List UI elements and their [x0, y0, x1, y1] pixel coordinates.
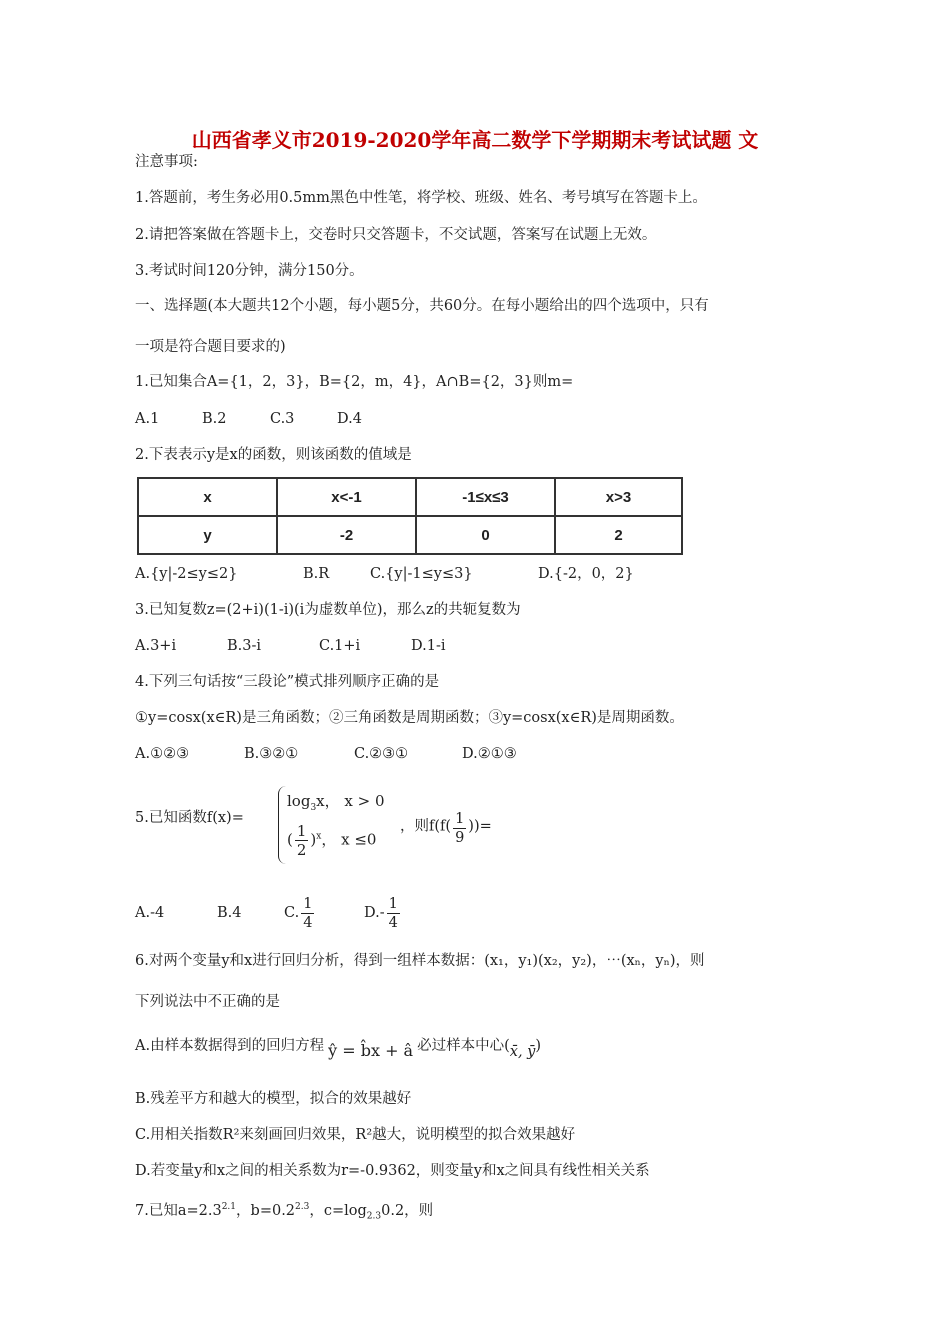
q5-half-fraction: [295, 822, 309, 859]
q7-c-base: 2.3: [366, 1211, 382, 1222]
q6-stem-2: 下列说法中不正确的是: [135, 994, 280, 1010]
q4-stem: 4.下列三句话按“三段论”模式排列顺序正确的是: [135, 674, 440, 690]
table-cell: y: [138, 516, 277, 554]
q2-options: [135, 564, 634, 584]
q5-options: [135, 893, 402, 933]
q5-option-c-num: 1: [303, 895, 313, 912]
table-cell: 2: [555, 516, 682, 554]
q2-option-b: B.R: [303, 566, 330, 582]
q7-tail: 0.2，则: [381, 1202, 434, 1219]
q3-option-d: D.1-i: [411, 638, 446, 654]
q5-piece-1-rest: x， x > 0: [316, 792, 385, 810]
q6-option-a-text: A.由样本数据得到的回归方程: [135, 1038, 325, 1054]
q4-option-c: C.②③①: [354, 746, 409, 762]
q6-option-a: [135, 1035, 542, 1060]
q6-option-a-text-2: 必过样本中心(: [417, 1038, 510, 1054]
q5-log-base: 3: [310, 803, 317, 813]
q5-prefix: 5.已知函数f(x)=: [135, 810, 244, 826]
q2-option-c: C.{y|-1≤y≤3}: [370, 566, 473, 582]
note-2: 2.请把答案做在答题卡上，交卷时只交答题卡，不交试题，答案写在试题上无效。: [135, 227, 657, 243]
q7-a: 7.已知a=2.3: [135, 1202, 222, 1219]
q5-option-c-label: C.: [284, 905, 300, 921]
q6-option-d: D.若变量y和x之间的相关系数为r=-0.9362，则变量y和x之间具有线性相关关系: [135, 1163, 650, 1179]
table-cell: -2: [277, 516, 416, 554]
q7-stem: [135, 1197, 433, 1227]
q5-option-d: [364, 893, 402, 933]
note-1: 1.答题前，考生务必用0.5mm黑色中性笔，将学校、班级、姓名、考号填写在答题卡上。: [135, 190, 707, 206]
q5-option-c-fraction: [301, 895, 314, 932]
q6-sample-center: x̄, ȳ: [509, 1044, 536, 1060]
q2-option-d: D.{-2，0，2}: [538, 566, 634, 582]
q5-paren-open: (: [287, 830, 293, 849]
q5-option-d-num: 1: [388, 895, 398, 912]
q5-option-c: [284, 893, 364, 933]
table-row: [138, 478, 682, 516]
q5-option-d-label: D.-: [364, 905, 385, 921]
table-row: [138, 516, 682, 554]
q7-a-exp: 2.1: [221, 1202, 237, 1212]
q5-option-a: A.-4: [135, 905, 165, 921]
q5-suffix-2: ))=: [468, 818, 492, 835]
table-cell: x>3: [555, 478, 682, 516]
q4-statements: ①y=cosx(x∈R)是三角函数；②三角函数是周期函数；③y=cosx(x∈R)是周期函数。: [135, 710, 684, 726]
q2-stem: 2.下表表示y是x的函数，则该函数的值域是: [135, 447, 412, 463]
section-1-line-2: 一项是符合题目要求的): [135, 339, 286, 355]
q5-log: log: [287, 792, 311, 810]
q5-half-den: 2: [296, 841, 307, 859]
q4-options: [135, 744, 517, 764]
q3-option-c: C.1+i: [319, 638, 361, 654]
page-title: 山西省孝义市2019-2020学年高二数学下学期期末考试试题 文: [191, 128, 759, 152]
q7-b: ，b=0.2: [236, 1202, 296, 1219]
q6-stem-1: 6.对两个变量y和x进行回归分析，得到一组样本数据：(x₁，y₁)(x₂，y₂)，⋯(xₙ，yₙ)，则: [135, 953, 705, 969]
q6-option-b: B.残差平方和越大的模型，拟合的效果越好: [135, 1091, 412, 1107]
q5-option-d-den: 4: [388, 914, 398, 931]
q4-option-d: D.②①③: [462, 746, 517, 762]
q7-c: ，c=log: [309, 1202, 367, 1219]
q5-half-num: 1: [296, 822, 307, 840]
q5-piece-2: [287, 822, 376, 859]
q4-option-b: B.③②①: [244, 746, 299, 762]
q1-option-c: C.3: [270, 411, 295, 427]
q3-options: [135, 636, 445, 656]
notes-heading: 注意事项:: [135, 154, 198, 170]
note-3: 3.考试时间120分钟，满分150分。: [135, 263, 364, 279]
table-cell: x<-1: [277, 478, 416, 516]
q5-option-d-fraction: [387, 895, 400, 932]
q5-option-b: B.4: [217, 905, 242, 921]
q1-option-b: B.2: [202, 411, 227, 427]
table-cell: 0: [416, 516, 555, 554]
q5-exp: x: [316, 831, 322, 842]
q5-ninth-num: 1: [455, 811, 465, 827]
table-cell: x: [138, 478, 277, 516]
q1-options: [135, 409, 362, 429]
q1-option-d: D.4: [337, 411, 362, 427]
q6-option-a-close: ): [535, 1038, 542, 1054]
q6-option-c: C.用相关指数R²来刻画回归效果，R²越大，说明模型的拟合效果越好: [135, 1127, 576, 1143]
q5-suffix: [400, 808, 492, 845]
q5-ninth-fraction: [453, 810, 466, 847]
q5-piece-2-rest: ， x ≤0: [321, 830, 377, 849]
piecewise-brace: [278, 786, 287, 864]
q3-option-a: A.3+i: [135, 638, 177, 654]
section-1-line-1: 一、选择题(本大题共12个小题，每小题5分，共60分。在每小题给出的四个选项中，只有: [135, 298, 709, 314]
q3-stem: 3.已知复数z=(2+i)(1-i)(i为虚数单位)，那么z的共轭复数为: [135, 602, 521, 618]
q2-option-a: A.{y|-2≤y≤2}: [135, 566, 238, 582]
q5-piece-1: [287, 790, 385, 813]
q5-option-c-den: 4: [303, 914, 313, 931]
q5-ninth-den: 9: [455, 830, 465, 846]
q5-paren-close: ): [310, 830, 317, 849]
q7-b-exp: 2.3: [295, 1202, 310, 1212]
q2-function-table: [137, 477, 683, 555]
q1-stem: 1.已知集合A={1，2，3}，B={2，m，4}，A∩B={2，3}则m=: [135, 374, 574, 390]
q4-option-a: A.①②③: [135, 746, 190, 762]
q3-option-b: B.3-i: [227, 638, 262, 654]
q5-suffix-1: ，则f(f(: [400, 818, 452, 835]
q1-option-a: A.1: [135, 411, 160, 427]
table-cell: -1≤x≤3: [416, 478, 555, 516]
q6-regression-equation: ŷ = b̂x + â: [328, 1041, 414, 1060]
